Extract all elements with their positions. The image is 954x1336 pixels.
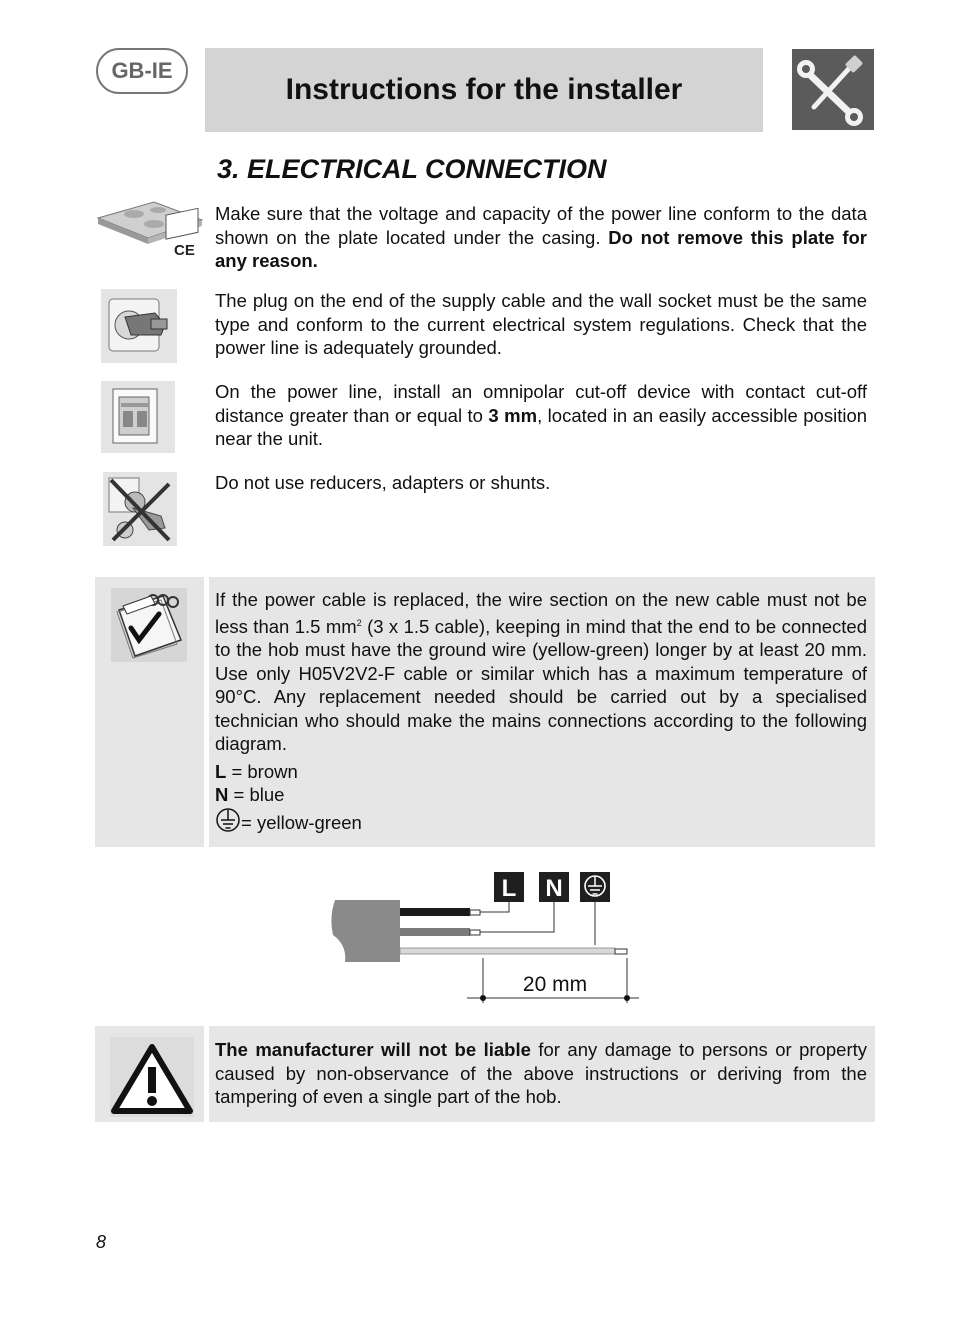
checklist-icon xyxy=(111,588,187,662)
no-adapters-icon xyxy=(103,472,177,546)
legend-key-n: N xyxy=(215,784,229,805)
warning-icon xyxy=(110,1037,194,1117)
legend-row-earth xyxy=(215,808,362,834)
tools-icon xyxy=(792,49,874,130)
note-text-a: If the power cable is replaced, the wire section on the new cable must not be less than 1.5 mm xyxy=(215,589,867,637)
item-plug-text: The plug on the end of the supply cable and the wall socket must be the same type and conform to the current electrical system regulations. Check that the power line is adequately grounded. xyxy=(215,290,867,358)
item-switch-text xyxy=(215,380,867,451)
item-plate-text-bold: Do not remove this plate for any reason. xyxy=(215,226,867,271)
plug-socket-icon xyxy=(101,289,177,363)
item-adapters-text: Do not use reducers, adapters or shunts. xyxy=(215,472,551,493)
label-l: L xyxy=(501,875,517,902)
switch-icon xyxy=(101,381,175,453)
wiring-diagram xyxy=(325,865,645,1010)
wire-legend xyxy=(215,760,362,834)
legend-value-l: = brown xyxy=(226,761,298,782)
warning-text-rest: for any damage to persons or property caused by non-observance of the above instructions or deriving from the tampering of even a single part of the hob. xyxy=(215,1039,867,1107)
item-plate-text xyxy=(215,202,867,273)
note-panel-divider xyxy=(204,577,209,847)
hob-plate-icon xyxy=(96,198,204,262)
note-text-b: (3 x 1.5 cable), keeping in mind that the end to be connected to the hob must have the ground wire (yellow-green) longer by at least 20 mm. Use only H05V2V2-F cable or similar which has a maximum temperature of 90°C. Any replacement needed should be carried out by a specialised technician who should make the mains connections according to the following diagram. xyxy=(215,615,867,755)
ce-mark: CE xyxy=(174,242,195,259)
warning-text-bold: The manufacturer will not be liable xyxy=(215,1039,531,1060)
legend-key-l: L xyxy=(215,761,227,782)
item-plate-text-main: Make sure that the voltage and capacity of the power line conform to the data shown on the plate located under the casing. xyxy=(215,203,867,248)
page-title: Instructions for the installer xyxy=(285,73,683,106)
language-badge-label: GB-IE xyxy=(111,58,173,83)
warning-text xyxy=(215,1038,867,1109)
legend-row-n xyxy=(215,783,362,806)
measure-label: 20 mm xyxy=(522,973,588,996)
legend-value-n: = blue xyxy=(228,784,285,805)
header-bar xyxy=(205,48,763,132)
page-number: 8 xyxy=(96,1232,107,1252)
note-superscript: 2 xyxy=(356,617,362,628)
note-text xyxy=(215,588,867,756)
legend-row-l xyxy=(215,760,362,783)
language-badge xyxy=(96,48,188,94)
section-title: 3. ELECTRICAL CONNECTION xyxy=(217,154,607,184)
item-switch-text-b: , located in an easily accessible position near the unit. xyxy=(215,404,868,449)
earth-icon xyxy=(215,808,241,834)
legend-value-earth: = yellow-green xyxy=(241,812,362,833)
label-n: N xyxy=(545,875,563,902)
item-switch-text-a: On the power line, install an omnipolar cut-off device with contact cut-off distance greater than or equal to xyxy=(215,381,867,426)
item-switch-text-bold: 3 mm xyxy=(488,404,538,426)
warning-panel-divider xyxy=(204,1026,209,1122)
